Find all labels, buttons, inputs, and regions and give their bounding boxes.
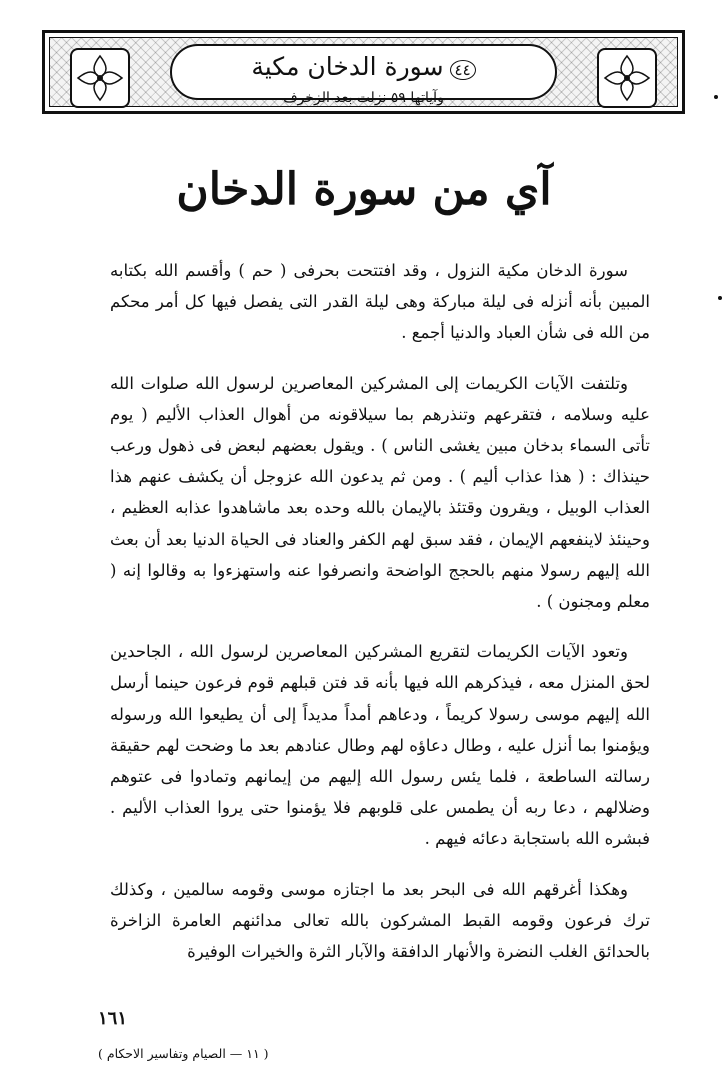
page-number: ١٦١ [98,1008,128,1029]
sura-cartouche [170,44,557,106]
floral-medallion-icon [597,48,657,108]
paragraph: وهكذا أغرقهم الله فى البحر بعد ما اجتازه موسى وقومه سالمين ، وكذلك ترك فرعون وقومه القبط المشركون بالله تعالى مدائنهم العامرة الزاخرة بالحدائق الغلب النضرة والأنهار الدافقة والآبار الثرة والخيرات الوفيرة [110,879,650,962]
margin-mark [714,95,718,99]
body-text [110,255,650,986]
banner-pattern [49,37,678,107]
paragraph: وتعود الآيات الكريمات لتقريع المشركين المعاصرين لرسول الله ، الجاحدين لحق المنزل معه ، فيذكرهم الله فيها بأنه قد فتن قبلهم قوم فرعون حينما أرسل الله إليهم موسى رسولا كريماً ، ودعاهم أمداً مديداً إلى أن يطيعوا الله ورسوله ويؤمنوا بما أنزل عليه ، وطال دعاؤه لهم وطال عنادهم بعد ما وضحت لهم حقيقة رسالته الساطعة ، فلما يئس رسول الله إليهم من إيمانهم وتمادوا فى عتوهم وضلالهم ، دعا ربه أن يطمس على قلوبهم فلا يؤمنوا حتى يروا العذاب الأليم . فبشره الله باستجابة دعائه فيهم . [110,642,650,849]
paragraph: وتلتفت الآيات الكريمات إلى المشركين المعاصرين لرسول الله صلوات الله عليه وسلامه ، فتقرعهم وتنذرهم بما سيلاقونه من أهوال العذاب الأليم ( يوم تأتى السماء بدخان مبين يغشى الناس ) . ويقول بعضهم لبعض فى ذهول ورعب حينذاك : ( هذا عذاب أليم ) . ومن ثم يدعون الله عزوجل أن يكشف عنهم هذا العذاب الوبيل ، ويقرون وقتئذ بالإيمان بالله وحده بعد ماشاهدوا عذابه العظيم ، وحينئذ لاينفعهم الإيمان ، فقد سبق لهم الكفر والعناد فى الحياة الدنيا بعد أن بعث الله إليهم رسولا منهم بالحجج الواضحة وانصرفوا عنه واستهزءوا به وقالوا إنه ( معلم ومجنون ) . [110,373,650,612]
sura-name: سورة الدخان مكية [251,52,444,81]
floral-medallion-icon [70,48,130,108]
header-banner [42,30,685,114]
page-title: آي من سورة الدخان [176,164,552,215]
sura-subtitle: وآياتها ٥٩ نزلت بعد الزخرف [283,90,444,106]
footer-note: ( ١١ — الصيام وتفاسير الاحكام ) [98,1046,269,1061]
paragraph: سورة الدخان مكية النزول ، وقد افتتحت بحرفى ( حم ) وأقسم الله بكتابه المبين بأنه أنزله فى ليلة مباركة وهى ليلة القدر التى يفصل فيها كل أمر محكم من الله فى شأن العباد والدنيا أجمع . [110,261,650,343]
sura-number: ٤٤ [450,60,476,80]
sura-title [172,52,555,85]
margin-mark [718,296,722,300]
